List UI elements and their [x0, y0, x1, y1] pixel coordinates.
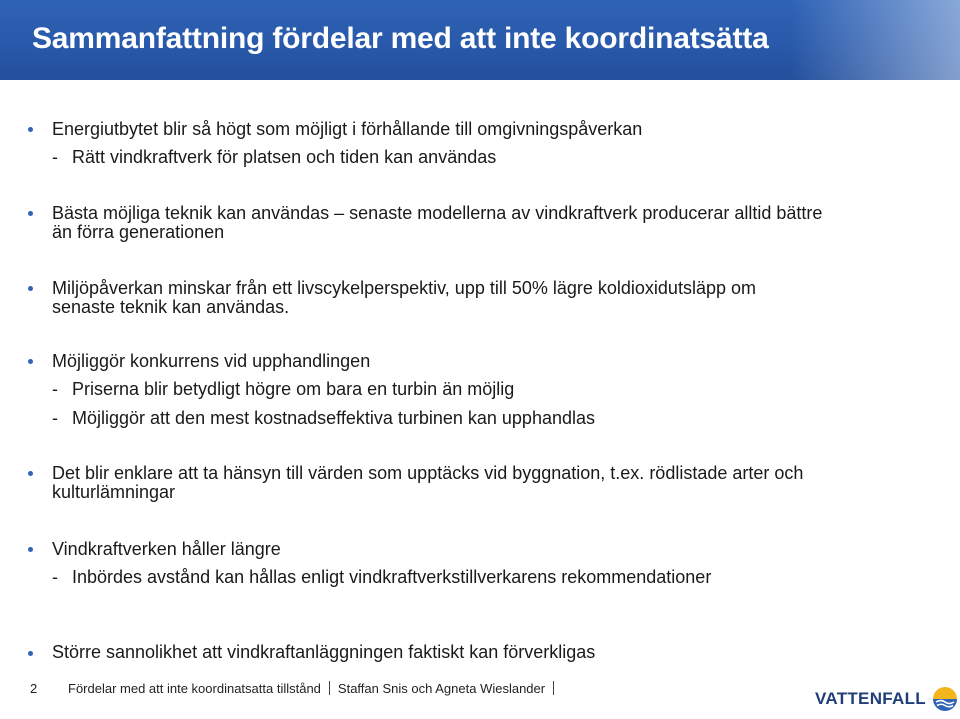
footer-separator — [553, 681, 554, 695]
dash-marker: - — [52, 147, 58, 167]
bullet-1-line-1: Energiutbytet blir så högt som möjligt i förhållande till omgivningspåverkan — [52, 119, 643, 139]
logo-text: VATTENFALL — [815, 689, 926, 708]
bullet-6-sub-1: Inbördes avstånd kan hållas enligt vindkraftverkstillverkarens rekommendationer — [72, 567, 712, 587]
bullet-4-sub-2: Möjliggör att den mest kostnadseffektiva turbinen kan upphandlas — [72, 408, 595, 428]
vattenfall-sun-logo-icon — [932, 686, 958, 712]
page-title: Sammanfattning fördelar med att inte koordinatsätta — [32, 22, 769, 55]
bullet-marker-icon — [28, 359, 33, 364]
bullet-4-sub-1: Priserna blir betydligt högre om bara en turbin än möjlig — [72, 379, 515, 399]
bullet-1-sub-1: Rätt vindkraftverk för platsen och tiden kan användas — [72, 147, 497, 167]
bullet-marker-icon — [28, 471, 33, 476]
bullet-marker-icon — [28, 651, 33, 656]
footer-text — [68, 681, 562, 696]
footer-separator — [329, 681, 330, 695]
title-bar — [0, 0, 960, 80]
bullet-marker-icon — [28, 547, 33, 552]
page-number: 2 — [30, 681, 38, 696]
bullet-marker-icon — [28, 127, 33, 132]
bullet-2-line-2: än förra generationen — [52, 222, 225, 242]
bullet-marker-icon — [28, 211, 33, 216]
vattenfall-logo — [815, 686, 958, 712]
dash-marker: - — [52, 567, 58, 587]
footer-authors: Staffan Snis och Agneta Wieslander — [337, 681, 546, 696]
dash-marker: - — [52, 379, 58, 399]
bullet-6-line-1: Vindkraftverken håller längre — [52, 539, 281, 559]
dash-marker: - — [52, 408, 58, 428]
bullet-4-line-1: Möjliggör konkurrens vid upphandlingen — [52, 351, 371, 371]
bullet-5-line-1: Det blir enklare att ta hänsyn till värden som upptäcks vid byggnation, t.ex. rödlistade arter och — [52, 463, 804, 483]
bullet-3-line-2: senaste teknik kan användas. — [52, 297, 290, 317]
bullet-3-line-1: Miljöpåverkan minskar från ett livscykelperspektiv, upp till 50% lägre koldioxidutsläpp om — [52, 278, 756, 298]
bullet-7-line-1: Större sannolikhet att vindkraftanläggningen faktiskt kan förverkligas — [52, 642, 596, 662]
bullet-marker-icon — [28, 286, 33, 291]
bullet-2-line-1: Bästa möjliga teknik kan användas – senaste modellerna av vindkraftverk producerar alltid bättre — [52, 203, 823, 223]
footer-title: Fördelar med att inte koordinatsatta tillstånd — [68, 681, 321, 696]
bullet-5-line-2: kulturlämningar — [52, 482, 176, 502]
